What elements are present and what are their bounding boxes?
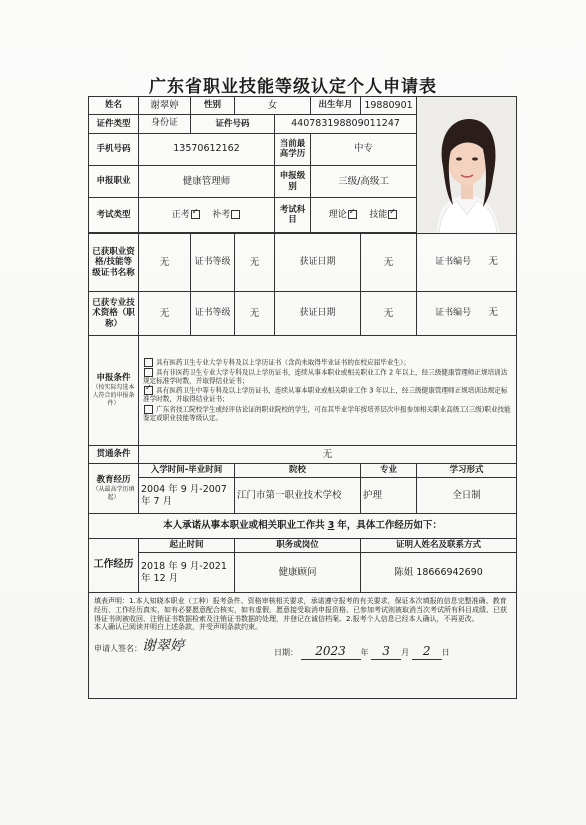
job-label: 申报职业 <box>89 166 139 198</box>
condition-3-text: 具有医药卫生中等专科及以上学历证书，连续从事本职业或相关职业工作 3 年以上，经三级健康管理师正规培训达规定标准学时数，并取得结业证书； <box>143 386 508 404</box>
education-major-header: 专业 <box>361 464 417 478</box>
day-unit: 日 <box>441 648 450 657</box>
exam-subject-label: 考试科目 <box>275 198 311 233</box>
work-post-header: 职务或岗位 <box>235 539 361 553</box>
professional-grade-label: 证书等级 <box>191 292 235 336</box>
birth-value: 19880901 <box>361 97 417 115</box>
checkbox-makeup[interactable] <box>231 210 240 219</box>
work-post-value: 健康顾问 <box>235 553 361 593</box>
gender-value: 女 <box>235 97 311 115</box>
condition-2-text: 具有非医药卫生专业大学专科及以上学历证书，连续从事本职业或相关职业工作 2 年以上，经三级健康管理师正规培训达规定标准学时数，并取得结业证书； <box>143 368 508 386</box>
education-label: 教育经历 <box>96 475 131 486</box>
checkbox-condition-4[interactable] <box>144 405 153 414</box>
education-time-value: 2004 年 9 月-2007 年 7 月 <box>139 478 235 514</box>
through-condition-label: 贯通条件 <box>89 446 139 464</box>
condition-3 <box>143 386 512 403</box>
birth-label: 出生年月 <box>311 97 361 115</box>
phone-label: 手机号码 <box>89 133 139 165</box>
level-label: 申报级别 <box>275 166 311 198</box>
checkbox-condition-2[interactable] <box>144 368 153 377</box>
exam-subject-options <box>311 198 417 233</box>
handwritten-signature: 谢翠婷 <box>142 638 184 654</box>
id-number-value: 440783198809011247 <box>275 115 417 133</box>
id-type-value: 身份证 <box>139 115 191 133</box>
vocational-date-value: 无 <box>361 234 417 292</box>
checkbox-condition-1[interactable] <box>144 358 153 367</box>
gender-label: 性别 <box>191 97 235 115</box>
professional-title-label: 已获专业技术资格（职称） <box>89 292 139 336</box>
vocational-date-label: 获证日期 <box>275 234 361 292</box>
name-label: 姓名 <box>89 97 139 115</box>
through-condition-value: 无 <box>139 446 517 464</box>
conditions-note: （按实际勾选本人符合的申报条件） <box>92 384 135 407</box>
education-label-cell <box>89 464 139 514</box>
checkbox-skill-checked[interactable] <box>388 210 397 219</box>
checkbox-theory-checked[interactable] <box>348 210 357 219</box>
education-time-header: 入学时间-毕业时间 <box>139 464 235 478</box>
condition-1 <box>143 358 512 367</box>
work-time-value: 2018 年 9 月-2021 年 12 月 <box>139 553 235 593</box>
year-unit: 年 <box>360 648 369 657</box>
option-regular: 正考 <box>171 209 190 220</box>
commitment-years: 3 <box>327 520 335 532</box>
commitment-suffix: 年，具体工作经历如下： <box>337 520 442 532</box>
vocational-certno-label: 证书编号 <box>435 257 472 268</box>
exam-type-options <box>139 198 275 233</box>
phone-value: 13570612162 <box>139 133 275 165</box>
vocational-cert-name: 无 <box>139 234 191 292</box>
checkbox-condition-3-checked[interactable] <box>144 386 153 395</box>
declaration-confirm: 本人确认已阅读并明白上述条款，并受声明条款约束。 <box>94 623 262 632</box>
work-time-header: 起止时间 <box>139 539 235 553</box>
option-skill: 技能 <box>369 209 388 220</box>
professional-title-name: 无 <box>139 292 191 336</box>
work-witness-header: 证明人姓名及联系方式 <box>361 539 517 553</box>
portrait-image <box>417 97 517 233</box>
condition-4 <box>143 405 512 422</box>
education-form-value: 全日制 <box>417 478 517 514</box>
signature-line <box>94 638 511 664</box>
name-value: 谢翠婷 <box>139 97 191 115</box>
condition-4-text: 广东省技工院校学生或经评估论证的职业院校的学生，可在其毕业学年按培养层次申报参加相关职业高级工(三级)职业技能鉴定或职业技能等级认定。 <box>143 405 511 422</box>
vocational-certno-cell <box>417 234 517 292</box>
id-number-label: 证件号码 <box>191 115 275 133</box>
month-unit: 月 <box>401 648 410 657</box>
option-makeup: 补考 <box>212 209 231 220</box>
condition-2 <box>143 368 512 385</box>
date-year: 2023 <box>301 644 361 660</box>
applicant-photo <box>417 97 517 234</box>
professional-certno-label: 证书编号 <box>435 308 472 319</box>
commitment-prefix: 本人承诺从事本职业或相关职业工作共 <box>163 520 325 532</box>
professional-certno-value: 无 <box>488 307 498 319</box>
professional-date-value: 无 <box>361 292 417 336</box>
education-major-value: 护理 <box>361 478 417 514</box>
education-level-label: 当前最高学历 <box>275 133 311 165</box>
id-type-label: 证件类型 <box>89 115 139 133</box>
job-value: 健康管理师 <box>139 166 275 198</box>
date-month: 3 <box>371 644 401 660</box>
education-note: （从最高学历填起） <box>92 486 135 501</box>
conditions-list <box>139 336 517 446</box>
level-value: 三级/高级工 <box>311 166 417 198</box>
date-label: 日期： <box>274 648 298 657</box>
signature-label: 申请人签名： <box>94 644 142 653</box>
exam-type-label: 考试类型 <box>89 198 139 233</box>
vocational-grade-label: 证书等级 <box>191 234 235 292</box>
work-witness-value: 陈姐 18666942690 <box>361 553 517 593</box>
conditions-label: 申报条件 <box>96 373 131 384</box>
work-commitment <box>89 514 517 539</box>
date-day: 2 <box>412 644 442 660</box>
checkbox-regular-checked[interactable] <box>191 210 200 219</box>
option-theory: 理论 <box>328 209 347 220</box>
vocational-certno-value: 无 <box>488 256 498 268</box>
declaration-block <box>89 593 517 699</box>
condition-1-text: 具有医药卫生专业大学专科及以上学历证书（含尚未取得毕业证书的在校应届毕业生）； <box>156 358 410 367</box>
vocational-cert-label: 已获职业资格/技能等级证书名称 <box>89 234 139 292</box>
professional-certno-cell <box>417 292 517 336</box>
education-form-header: 学习形式 <box>417 464 517 478</box>
work-label: 工作经历 <box>89 539 139 593</box>
form-title: 广东省职业技能等级认定个人申请表 <box>149 77 437 97</box>
vocational-grade-value: 无 <box>235 234 275 292</box>
declaration-text: 填表声明：1.本人知晓本职业（工种）报考条件、资格审核相关要求，承诺遵守报考的有关要求，保证本次填报的信息完整准确、教育经历、工作经历真实，如有必要愿意配合核实，如有虚假，愿意接受取消申报资格、已参加考试则被取消当次考试所有科目成绩、已获得证书则被收回、注销证书数据检索及注销证书数据的处理，并登记在诚信档案。2.报考个人信息已经本人确认，不再更改。 <box>94 597 507 623</box>
education-school-value: 江门市第一职业技术学校 <box>235 478 361 514</box>
professional-grade-value: 无 <box>235 292 275 336</box>
date-line <box>274 644 450 660</box>
application-form-table <box>88 96 517 699</box>
education-level-value: 中专 <box>311 133 417 165</box>
professional-date-label: 获证日期 <box>275 292 361 336</box>
conditions-label-cell <box>89 336 139 446</box>
education-school-header: 院校 <box>235 464 361 478</box>
